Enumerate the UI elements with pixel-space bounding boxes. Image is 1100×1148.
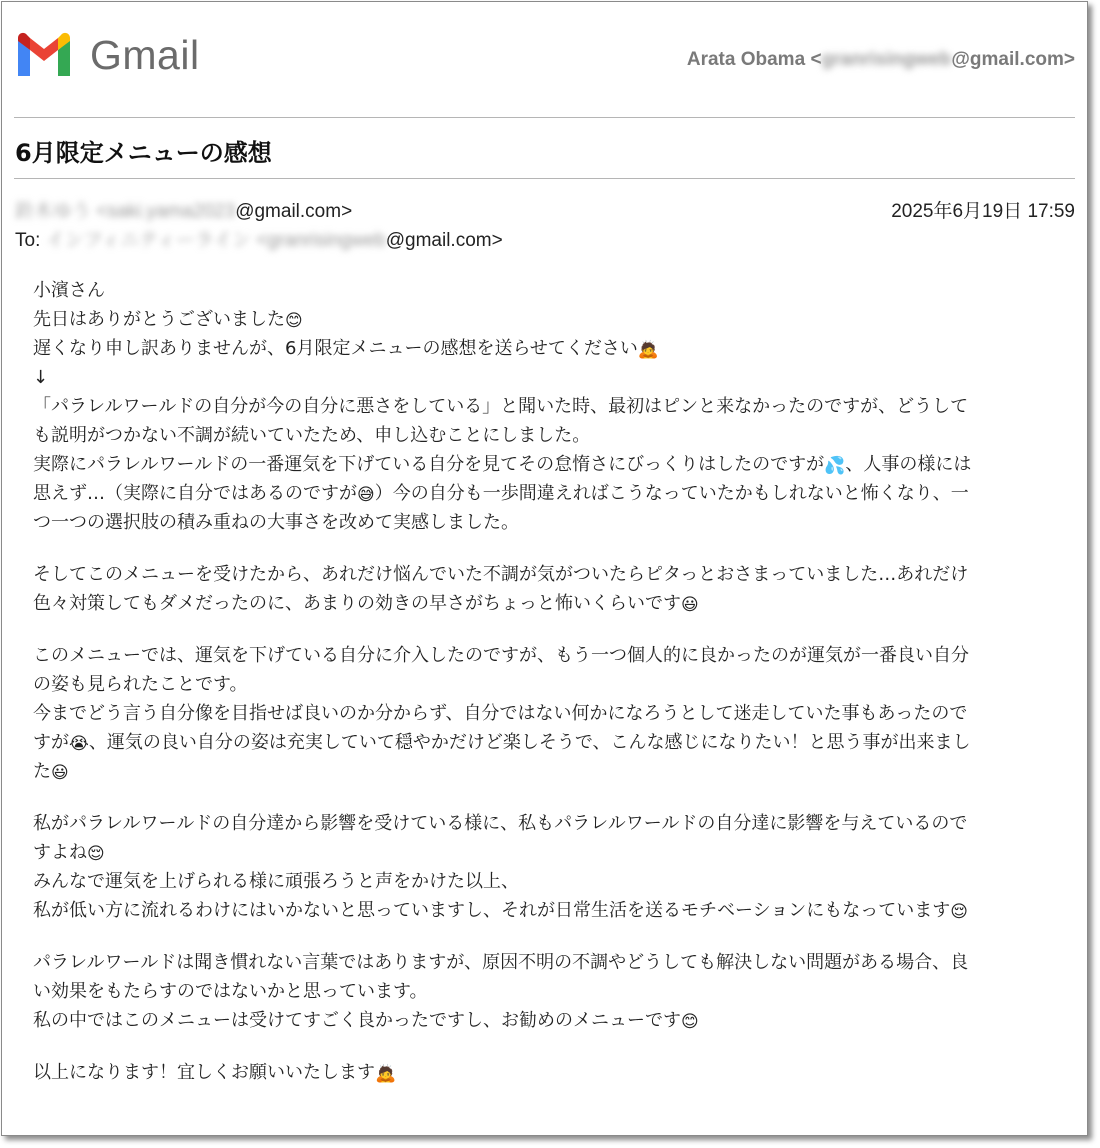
relieved-emoji-icon: 😌 — [87, 844, 105, 864]
recipient-label: To: — [15, 230, 41, 251]
body-line: 「パラレルワールドの自分が今の自分に悪さをしている」と聞いた時、最初はピンと来なかったのですが、どうして — [33, 396, 969, 417]
body-line: すよね😌 — [33, 842, 105, 864]
recipient-name-redacted: インフィニティーライン — [45, 230, 252, 251]
gmail-logo — [14, 32, 200, 78]
gmail-wordmark: Gmail — [90, 32, 200, 78]
sweat-drops-emoji-icon: 💦 — [824, 456, 846, 476]
body-line: 先日はありがとうございました😊 — [33, 309, 303, 331]
body-line: つ一つの選択肢の積み重ねの大事さを改めて実感しました。 — [33, 512, 519, 533]
body-line: た😃 — [33, 761, 69, 783]
sender-email-domain: @gmail.com> — [235, 201, 353, 222]
body-line: 思えず…（実際に自分ではあるのですが😅）今の自分も一歩間違えればこうなっていたかもしれないと怖くなり、一 — [33, 483, 969, 505]
smile-emoji-icon: 😊 — [681, 1012, 699, 1032]
body-line: そしてこのメニューを受けたから、あれだけ悩んでいた不調が気がついたらピタっとおさまっていました…あれだけ — [33, 564, 969, 585]
body-line: ↓ — [33, 367, 49, 388]
grin-emoji-icon: 😃 — [681, 595, 699, 615]
email-print-frame — [1, 1, 1088, 1136]
body-paragraph-3 — [33, 641, 1063, 786]
body-paragraph-1 — [33, 276, 1063, 537]
body-paragraph-4 — [33, 809, 1063, 925]
crying-emoji-icon: 😭 — [69, 734, 89, 754]
body-line: 今までどう言う自分像を目指せば良いのか分からず、自分ではない何かになろうとして迷走していた事もあったので — [33, 703, 968, 724]
body-line: 色々対策してもダメだったのに、あまりの効きの早さがちょっと怖いくらいです😃 — [33, 593, 699, 615]
body-line: 私がパラレルワールドの自分達から影響を受けている様に、私もパラレルワールドの自分達に影響を与えているので — [33, 813, 968, 834]
account-email-domain: @gmail.com> — [951, 49, 1075, 70]
email-body — [33, 276, 1063, 1110]
grin-emoji-icon: 😃 — [51, 763, 69, 783]
body-line: 実際にパラレルワールドの一番運気を下げている自分を見てその怠惰さにびっくりはしたのですが💦、人事の様には — [33, 454, 972, 476]
smile-emoji-icon: 😊 — [285, 311, 303, 331]
body-line: パラレルワールドは聞き慣れない言葉ではありますが、原因不明の不調やどうしても解決しない問題がある場合、良 — [33, 952, 969, 973]
recipient-email-domain: @gmail.com> — [385, 230, 503, 251]
body-line: の姿も見られたことです。 — [33, 674, 248, 695]
body-line: 以上になります！宜しくお願いいたします🙇 — [33, 1062, 397, 1084]
email-date: 2025年6月19日 17:59 — [891, 201, 1075, 222]
header-divider — [14, 117, 1075, 118]
body-line: すが😭、運気の良い自分の姿は充実していて穏やかだけど楽しそうで、こんな感じになりたい！と思う事が出来まし — [33, 732, 971, 754]
gmail-m-icon — [14, 32, 74, 78]
body-line: い効果をもたらすのではないかと思っています。 — [33, 981, 428, 1002]
sender-line — [15, 196, 352, 223]
bow-emoji-icon: 🙇 — [375, 1064, 397, 1084]
account-identity — [687, 49, 1075, 71]
recipient-email-redacted: <granrisingweb — [256, 230, 386, 251]
body-line: 私が低い方に流れるわけにはいかないと思っていますし、それが日常生活を送るモチベーションにもなっています😌 — [33, 900, 969, 922]
body-line: 遅くなり申し訳ありませんが、6月限定メニューの感想を送らせてください🙇 — [33, 338, 660, 360]
sweat-smile-emoji-icon: 😅 — [357, 485, 375, 505]
recipient-line — [15, 225, 503, 252]
account-open-bracket: < — [810, 49, 822, 70]
sender-email-redacted: <saki.yama2023 — [96, 201, 236, 222]
sender-name-redacted: 鈴木ゆう — [15, 201, 92, 222]
bow-emoji-icon: 🙇 — [637, 340, 660, 360]
body-line: 小濱さん — [33, 280, 105, 301]
body-line: 私の中ではこのメニューは受けてすごく良かったですし、お勧めのメニューです😊 — [33, 1010, 699, 1032]
body-line: このメニューでは、運気を下げている自分に介入したのですが、もう一つ個人的に良かったのが運気が一番良い自分 — [33, 645, 969, 666]
email-subject: 6月限定メニューの感想 — [15, 139, 272, 167]
body-line: も説明がつかない不調が続いていたため、申し込むことにしました。 — [33, 425, 591, 446]
body-line: みんなで運気を上げられる様に頑張ろうと声をかけた以上、 — [33, 871, 519, 892]
body-paragraph-6 — [33, 1058, 1063, 1087]
body-paragraph-5 — [33, 948, 1063, 1035]
relieved-emoji-icon: 😌 — [950, 902, 969, 922]
account-email-redacted: granrisingweb — [821, 49, 952, 70]
body-paragraph-2 — [33, 560, 1063, 618]
account-name: Arata Obama — [686, 49, 806, 70]
subject-divider — [14, 178, 1075, 179]
